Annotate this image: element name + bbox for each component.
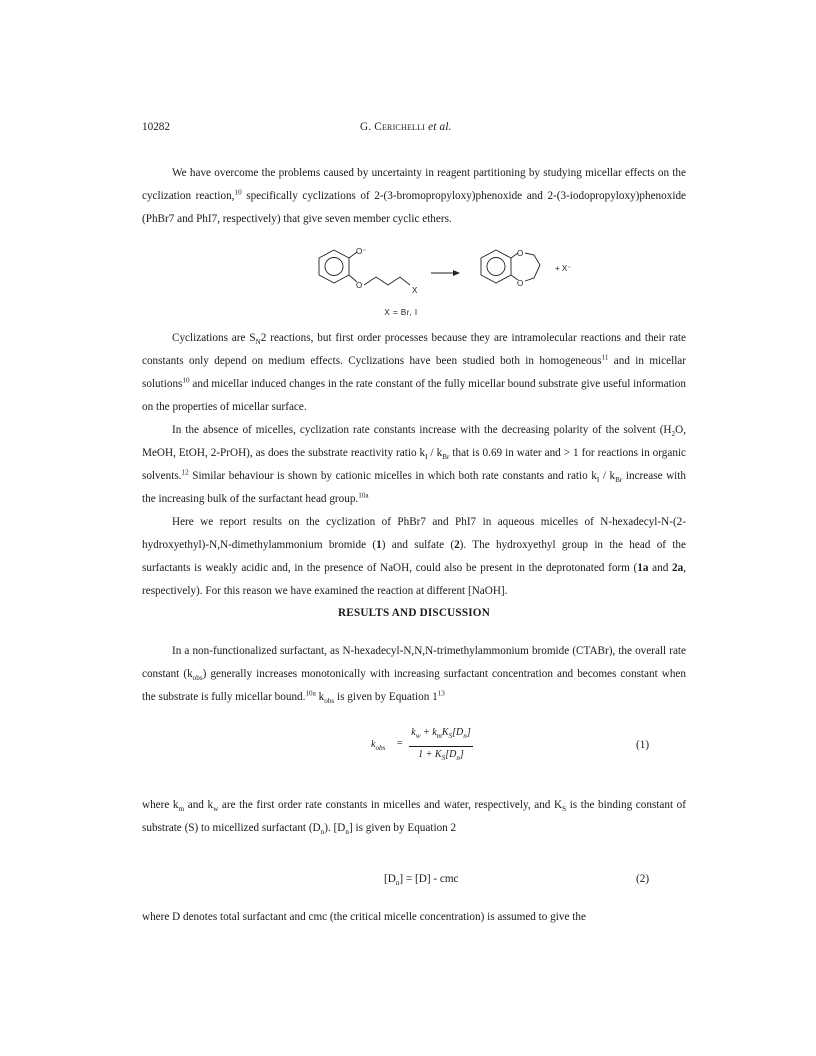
ether-oxygen: O [356, 281, 363, 290]
author-initial: G. [360, 121, 375, 133]
paragraph-definitions: where $k_m$ and $k_w$ are the first order rate constants in micelles and water, respectively, and $K_S$ is the binding constant of substrate (S) to micellized surfactant $(D_n)$. $[D_n]$ is given by Equation 2 [142, 799, 687, 837]
propyl-chain [364, 277, 410, 285]
equation-2: $[D_n] = [D]$ - cmc [384, 873, 459, 888]
phenoxide-oxygen: O⁻ [356, 247, 367, 256]
halide-product: + X⁻ [555, 264, 572, 273]
seven-ring-chain [525, 253, 540, 281]
arrow-head [453, 270, 460, 276]
equation-2-number: (2) [636, 873, 650, 885]
ring-oxygen-bottom: O [517, 279, 524, 288]
equation-1 [365, 727, 485, 767]
eq1-fraction-bar [409, 746, 473, 747]
benzene-ring-left [319, 250, 349, 283]
benzene-ring-right [481, 250, 511, 283]
leaving-group-x: X [412, 286, 418, 295]
aromatic-circle-left [325, 258, 343, 276]
paragraph-solvent-effects: In the absence of micelles, cyclization rate constants increase with the decreasing polarity of the solvent ($H_2O$, MeOH, EtOH, 2-PrOH), as does the substrate reactivity ratio $k_I / k_{Br}$ that is 0.69 in water and > 1 for reactions in organic solvents.$^{12}$ Similar behaviour is shown by cationic micelles in which both rate constants and ratio $k_I / k_{Br}$ increase with the increasing bulk of the surfactant head group.$^{10a}$ [142, 424, 687, 505]
aromatic-circle-right [487, 258, 505, 276]
page-number: 10282 [142, 121, 170, 133]
paragraph-aim: Here we report results on the cyclization of PhBr7 and PhI7 in aqueous micelles of N-hexadecyl-N-(2-hydroxyethyl)-N,N-dimethylammonium bromide (1) and sulfate (2). The hydroxyethyl group in the head of the surfactants is weakly acidic and, in the presence of NaOH, could also be present in the deprotonated form (1a and 2a, respectively). For this reason we have examined the reaction at different [NaOH]. [142, 516, 687, 597]
eq1-numerator: $k_w + k_mK_S[D_n]$ [411, 727, 471, 740]
eq1-lhs: $k_{obs}$ [371, 739, 386, 752]
eq1-denominator: $1 + K_S[D_n]$ [418, 749, 464, 762]
author-name: Cerichelli [374, 121, 426, 133]
section-heading: RESULTS AND DISCUSSION [338, 607, 490, 619]
paragraph-cmc: where D denotes total surfactant and cmc (the critical micelle concentration) is assumed to give the [142, 911, 586, 923]
reaction-scheme [300, 245, 600, 327]
paragraph-intro: We have overcome the problems caused by uncertainty in reagent partitioning by studying micellar effects on the cyclization reaction,$^{10}$ specifically cyclizations of 2-(3-bromopropyloxy)phenoxide and 2-(3-iodopropyloxy)phenoxide (PhBr7 and PhI7, respectively) that give seven member cyclic ethers. [142, 167, 687, 225]
paragraph-cyclizations: Cyclizations are $S_N2$ reactions, but first order processes because they are intramolecular reactions and their rate constants only depend on medium effects. Cyclizations have been studied both in homogeneous$^{11}$ and in micellar solutions$^{10}$ and micellar induced changes in the rate constant of the fully micellar bound substrate give useful information on the properties of micellar surface. [142, 332, 686, 413]
scheme-caption: X = Br, I [384, 308, 418, 317]
eq1-equals: = [397, 738, 403, 749]
ring-oxygen-top: O [517, 249, 524, 258]
paragraph-kobs: In a non-functionalized surfactant, as N-hexadecyl-N,N,N-trimethylammonium bromide (CTABr), the overall rate constant $(k_{obs})$ generally increases monotonically with increasing surfactant concentration and becomes constant when the substrate is fully micellar bound.$^{10a}$ $k_{obs}$ is given by Equation $1^{13}$ [142, 645, 686, 706]
equation-1-number: (1) [636, 739, 650, 751]
scheme-drawing [300, 245, 600, 307]
running-head [360, 121, 452, 133]
page-header [0, 121, 816, 137]
et-al: et al. [425, 121, 452, 133]
